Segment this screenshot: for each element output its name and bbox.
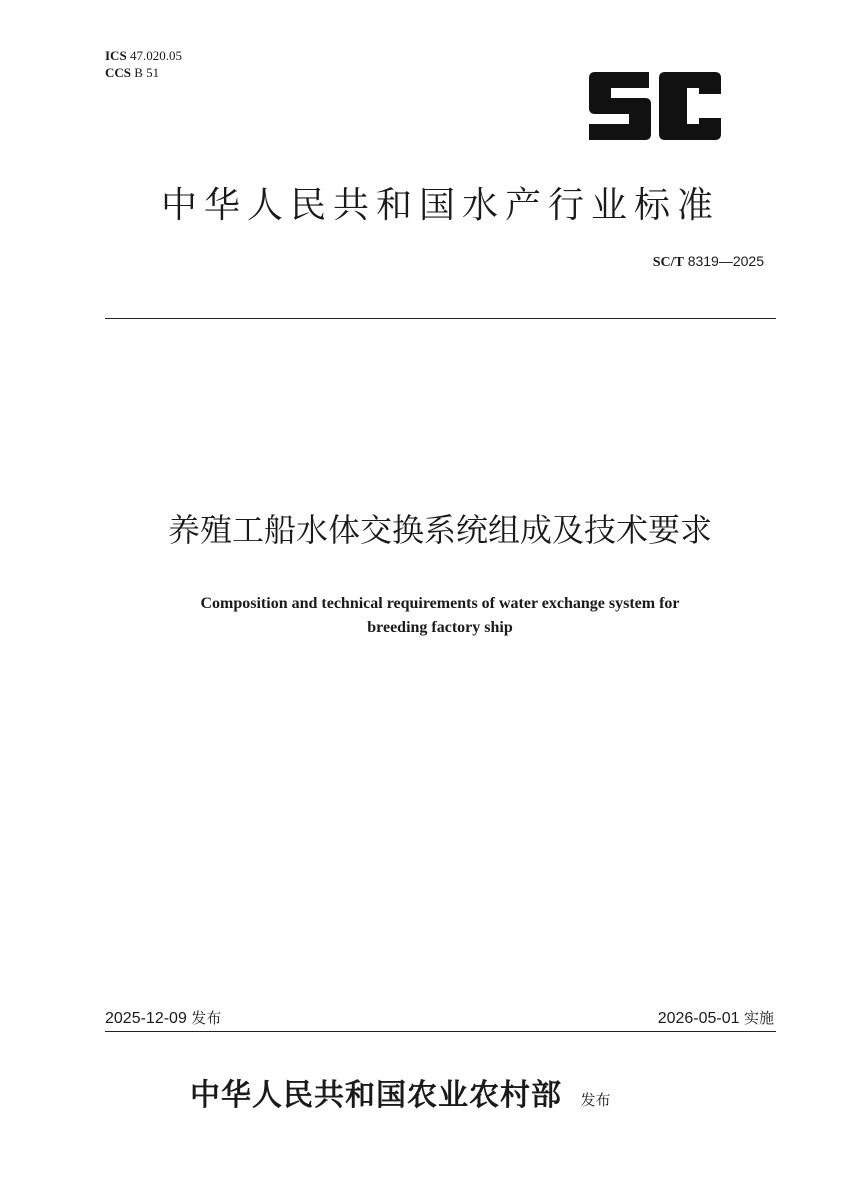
implement-label: 实施 <box>743 1009 774 1027</box>
standard-code <box>653 253 764 271</box>
bottom-divider <box>105 1031 776 1032</box>
chinese-title: 养殖工船水体交换系统组成及技术要求 <box>167 511 712 549</box>
english-title-line2: breeding factory ship <box>367 619 513 636</box>
standard-category-title: 中华人民共和国水产行业标准 <box>160 185 720 226</box>
issue-label: 发布 <box>191 1009 222 1027</box>
ccs-line <box>105 64 182 81</box>
publisher-block <box>190 1070 710 1114</box>
ics-line <box>105 47 182 64</box>
issue-date-block <box>105 1007 221 1028</box>
publisher-name: 中华人民共和国农业农村部 <box>190 1078 562 1113</box>
implement-date: 2026-05-01 <box>657 1010 740 1027</box>
implement-date-block <box>658 1007 774 1028</box>
classification-codes <box>105 47 182 81</box>
standard-code-number: 8319—2025 <box>687 253 764 269</box>
sc-logo <box>587 72 721 140</box>
issue-date: 2025-12-09 <box>105 1010 187 1027</box>
english-title-line1: Composition and technical requirements of water exchange system for <box>200 595 680 612</box>
standard-code-prefix: SC/T <box>652 255 684 270</box>
english-title <box>80 592 800 640</box>
publish-label: 发布 <box>580 1091 611 1109</box>
top-divider <box>105 318 776 319</box>
ics-key: ICS <box>105 48 127 63</box>
ccs-value: B 51 <box>134 65 160 80</box>
ics-value: 47.020.05 <box>129 48 182 63</box>
ccs-key: CCS <box>105 65 132 80</box>
